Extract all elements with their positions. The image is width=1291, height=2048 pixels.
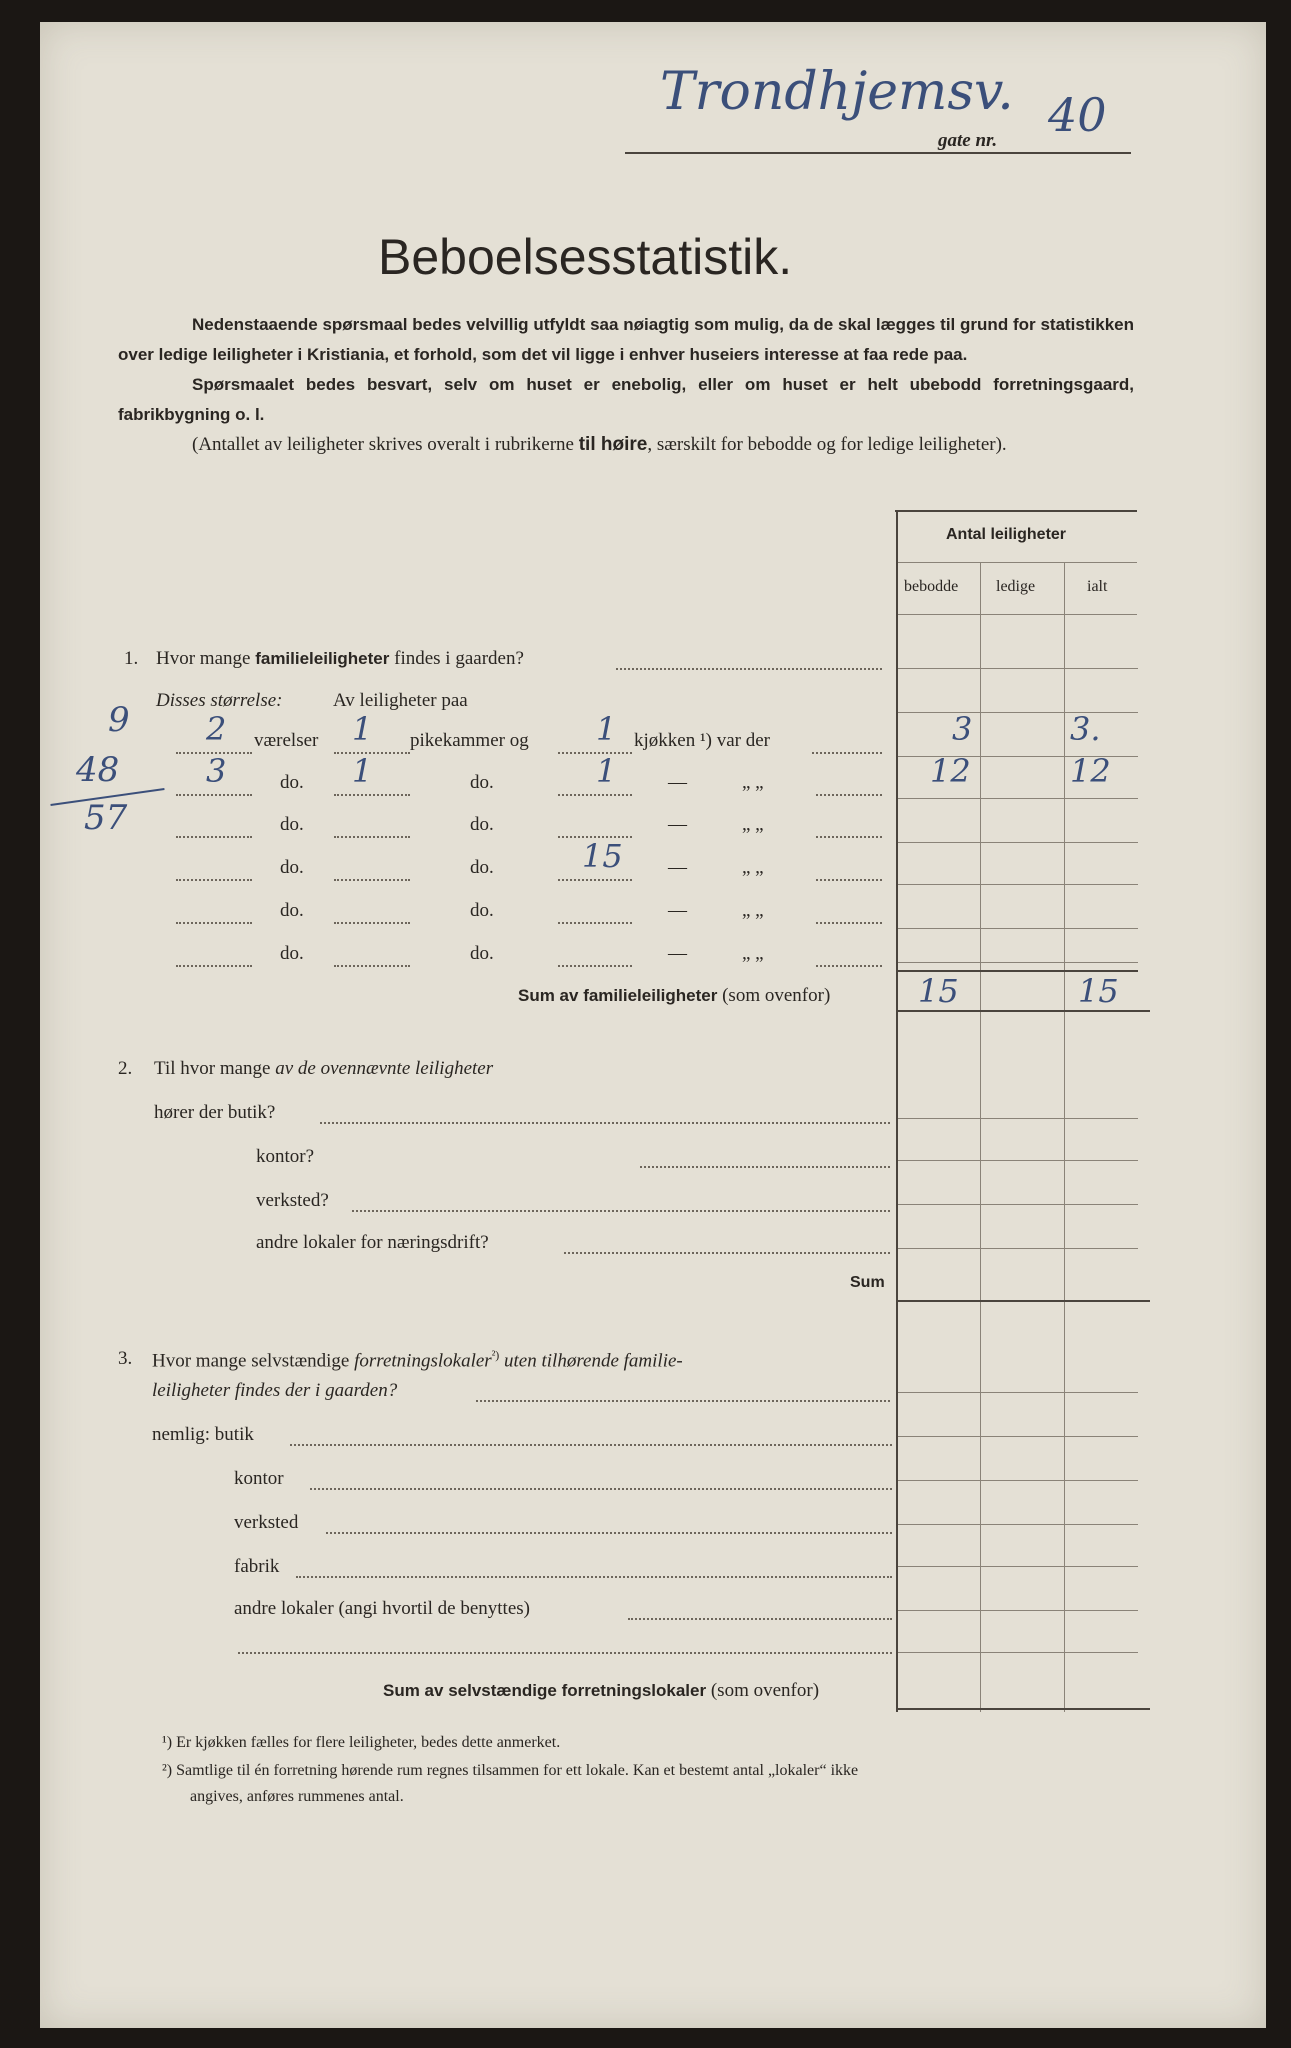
col-ialt-header: ialt [1087, 578, 1108, 595]
table-row-rule [898, 1204, 1138, 1205]
row-dots [816, 965, 882, 967]
table-top-rule [895, 510, 1137, 512]
ditto-marks: „ „ [742, 943, 764, 964]
maid-label: do. [470, 900, 494, 921]
q2-item: andre lokaler for næringsdrift? [256, 1232, 489, 1253]
kitchen-field-line [558, 922, 632, 924]
maid-label: do. [470, 814, 494, 835]
q1-sum-bebodde: 15 [918, 972, 959, 1010]
q3-item-dots [290, 1444, 892, 1446]
kitchen-field-line [558, 879, 632, 881]
ditto-marks: „ „ [742, 900, 764, 921]
table-row-rule [898, 1160, 1138, 1161]
row-dots [816, 794, 882, 796]
q2-sum: Sum [850, 1274, 885, 1291]
maid-value: 1 [352, 710, 373, 748]
table-row-rule [898, 1652, 1138, 1653]
table-row-rule [898, 1480, 1138, 1481]
rooms-label: do. [280, 814, 304, 835]
q1-sizes-label: Disses størrelse: [156, 690, 283, 711]
ditto-marks: „ „ [742, 857, 764, 878]
table-row-rule [898, 1436, 1138, 1437]
q2-question: Til hvor mange av de ovennævnte leiligheter [154, 1058, 494, 1079]
maid-label: pikekammer og [410, 730, 529, 751]
table-row-rule [898, 1392, 1138, 1393]
table-sum-rule [898, 1010, 1150, 1012]
q1-sum-ialt: 15 [1078, 972, 1119, 1010]
intro-paragraph-2: Spørsmaalet bedes besvart, selv om huset er enebolig, eller om huset er helt ubebodd forretningsgaard, fabrikbygning o. l. [118, 375, 1134, 424]
rooms-label: do. [280, 772, 304, 793]
maid-label: do. [470, 772, 494, 793]
table-left-border [896, 512, 898, 1712]
maid-field-line [334, 965, 410, 967]
kitchen-value: 1 [596, 752, 617, 790]
intro-paragraph-1: Nedenstaaende spørsmaal bedes velvillig utfyldt saa nøiagtig som mulig, da de skal lægges til grund for statistikken over ledige leiligheter i Kristiania, et forhold, som det vil ligge i enhver huseiers interesse at faa rede paa. [118, 315, 1134, 364]
q1-question: Hvor mange familieleiligheter findes i gaarden? [156, 648, 524, 669]
q3-number: 3. [118, 1348, 133, 1369]
table-sum-rule [898, 1708, 1150, 1710]
q3-item-dots [326, 1532, 892, 1534]
rooms-field-line [176, 836, 252, 838]
maid-field-line [334, 879, 410, 881]
cell-bebodde: 12 [930, 752, 971, 790]
kitchen-value: 1 [596, 710, 617, 748]
table-row-rule [898, 668, 1138, 669]
table-row-rule [898, 712, 1138, 713]
q3-item: andre lokaler (angi hvortil de benyttes) [234, 1598, 530, 1619]
row-dots [816, 879, 882, 881]
intro-paragraph-3: (Antallet av leiligheter skrives overalt i rubrikerne til høire, særskilt for bebodde og for ledige leiligheter). [192, 434, 1007, 455]
q3-item-dots [296, 1576, 892, 1578]
footnote-2-cont: angives, anføres rummenes antal. [190, 1788, 404, 1805]
q2-item-dots [640, 1166, 890, 1168]
rooms-field-line [176, 794, 252, 796]
q3-item: verksted [234, 1512, 299, 1533]
header-underline [625, 152, 1131, 154]
kitchen-value: 15 [582, 837, 623, 875]
q2-item: hører der butik? [154, 1102, 276, 1123]
q1-number: 1. [124, 648, 139, 669]
kitchen-field-line [558, 965, 632, 967]
maid-label: do. [470, 857, 494, 878]
maid-field-line [334, 836, 410, 838]
col-bebodde-header: bebodde [904, 578, 959, 595]
q2-item-dots [352, 1210, 890, 1212]
rooms-field-line [176, 965, 252, 967]
q1-dots [616, 668, 882, 670]
q3-line2-dots [476, 1400, 890, 1402]
q2-item-dots [320, 1122, 890, 1124]
q3-sum-label: Sum av selvstændige forretningslokaler (som ovenfor) [383, 1680, 820, 1701]
q1-sum-label: Sum av familieleiligheter (som ovenfor) [518, 985, 831, 1006]
table-row-rule [898, 842, 1138, 843]
margin-note-a: 9 [108, 700, 130, 740]
cell-bebodde: 3 [952, 710, 973, 748]
street-handwritten: Trondhjemsv. [660, 62, 1014, 122]
kitchen-dash: — [668, 772, 687, 793]
rooms-field-line [176, 922, 252, 924]
rooms-label: do. [280, 900, 304, 921]
table-row-rule [898, 798, 1138, 799]
page-title: Beboelsesstatistik. [378, 229, 793, 285]
cell-ialt: 12 [1070, 752, 1111, 790]
col-ledige-header: ledige [996, 578, 1036, 595]
table-sum-rule [898, 1300, 1150, 1302]
rooms-label: do. [280, 943, 304, 964]
q2-item: verksted? [256, 1190, 329, 1211]
q3-item: fabrik [234, 1556, 280, 1577]
rooms-field-line [176, 879, 252, 881]
row-dots [816, 922, 882, 924]
kitchen-dash: — [668, 943, 687, 964]
table-header-title: Antal leiligheter [946, 526, 1067, 543]
q3-item: kontor [234, 1468, 284, 1489]
maid-value: 1 [352, 752, 373, 790]
table-row-rule [898, 928, 1138, 929]
table-header-bottom-rule [897, 614, 1137, 615]
maid-field-line [334, 794, 410, 796]
maid-label: do. [470, 943, 494, 964]
kitchen-label: kjøkken ¹) var der [634, 730, 771, 751]
gate-label: gate nr. [938, 130, 998, 151]
maid-field-line [334, 922, 410, 924]
q2-number: 2. [118, 1058, 133, 1079]
rooms-label: do. [280, 857, 304, 878]
table-row-rule [898, 1118, 1138, 1119]
footnote-2: ²) Samtlige til én forretning hørende rum regnes tilsammen for ett lokale. Kan et bestemt antal „lokaler“ ikke [162, 1762, 859, 1779]
table-row-rule [898, 1524, 1138, 1525]
ditto-marks: „ „ [742, 772, 764, 793]
kitchen-dash: — [668, 857, 687, 878]
rooms-value: 2 [206, 710, 227, 748]
house-number-handwritten: 40 [1048, 88, 1107, 142]
table-row-rule [898, 1566, 1138, 1567]
q1-sizes-text: Av leiligheter paa [333, 690, 468, 711]
rooms-value: 3 [206, 752, 227, 790]
q3-item-dots [628, 1618, 892, 1620]
ditto-marks: „ „ [742, 814, 764, 835]
row-dots [812, 752, 882, 754]
margin-note-c: 57 [84, 798, 128, 838]
rooms-label: værelser [254, 730, 319, 751]
q2-item: kontor? [256, 1146, 315, 1167]
q3-item-dots [310, 1488, 892, 1490]
table-col-divider-1 [980, 562, 981, 1712]
q3-question-line2: leiligheter findes der i gaarden? [152, 1380, 398, 1401]
table-row-rule [898, 1610, 1138, 1611]
table-header-rule [897, 562, 1137, 563]
table-row-rule [898, 1248, 1138, 1249]
intro-text [118, 310, 1134, 460]
q3-question-line1: Hvor mange selvstændige forretningslokaler$^{^2)}$ uten tilhørende familie- [152, 1348, 683, 1372]
table-row-rule [898, 884, 1138, 885]
kitchen-dash: — [668, 900, 687, 921]
kitchen-field-line [558, 752, 632, 754]
table-row-rule [898, 962, 1138, 963]
q3-extra-line [238, 1652, 892, 1654]
cell-ialt: 3. [1070, 710, 1101, 748]
q3-item: nemlig: butik [152, 1424, 254, 1445]
q2-item-dots [564, 1252, 890, 1254]
kitchen-field-line [558, 794, 632, 796]
margin-note-b: 48 [76, 750, 120, 790]
row-dots [816, 836, 882, 838]
table-col-divider-2 [1064, 562, 1065, 1712]
footnote-1: ¹) Er kjøkken fælles for flere leiligheter, bedes dette anmerket. [162, 1734, 561, 1751]
kitchen-dash: — [668, 814, 687, 835]
